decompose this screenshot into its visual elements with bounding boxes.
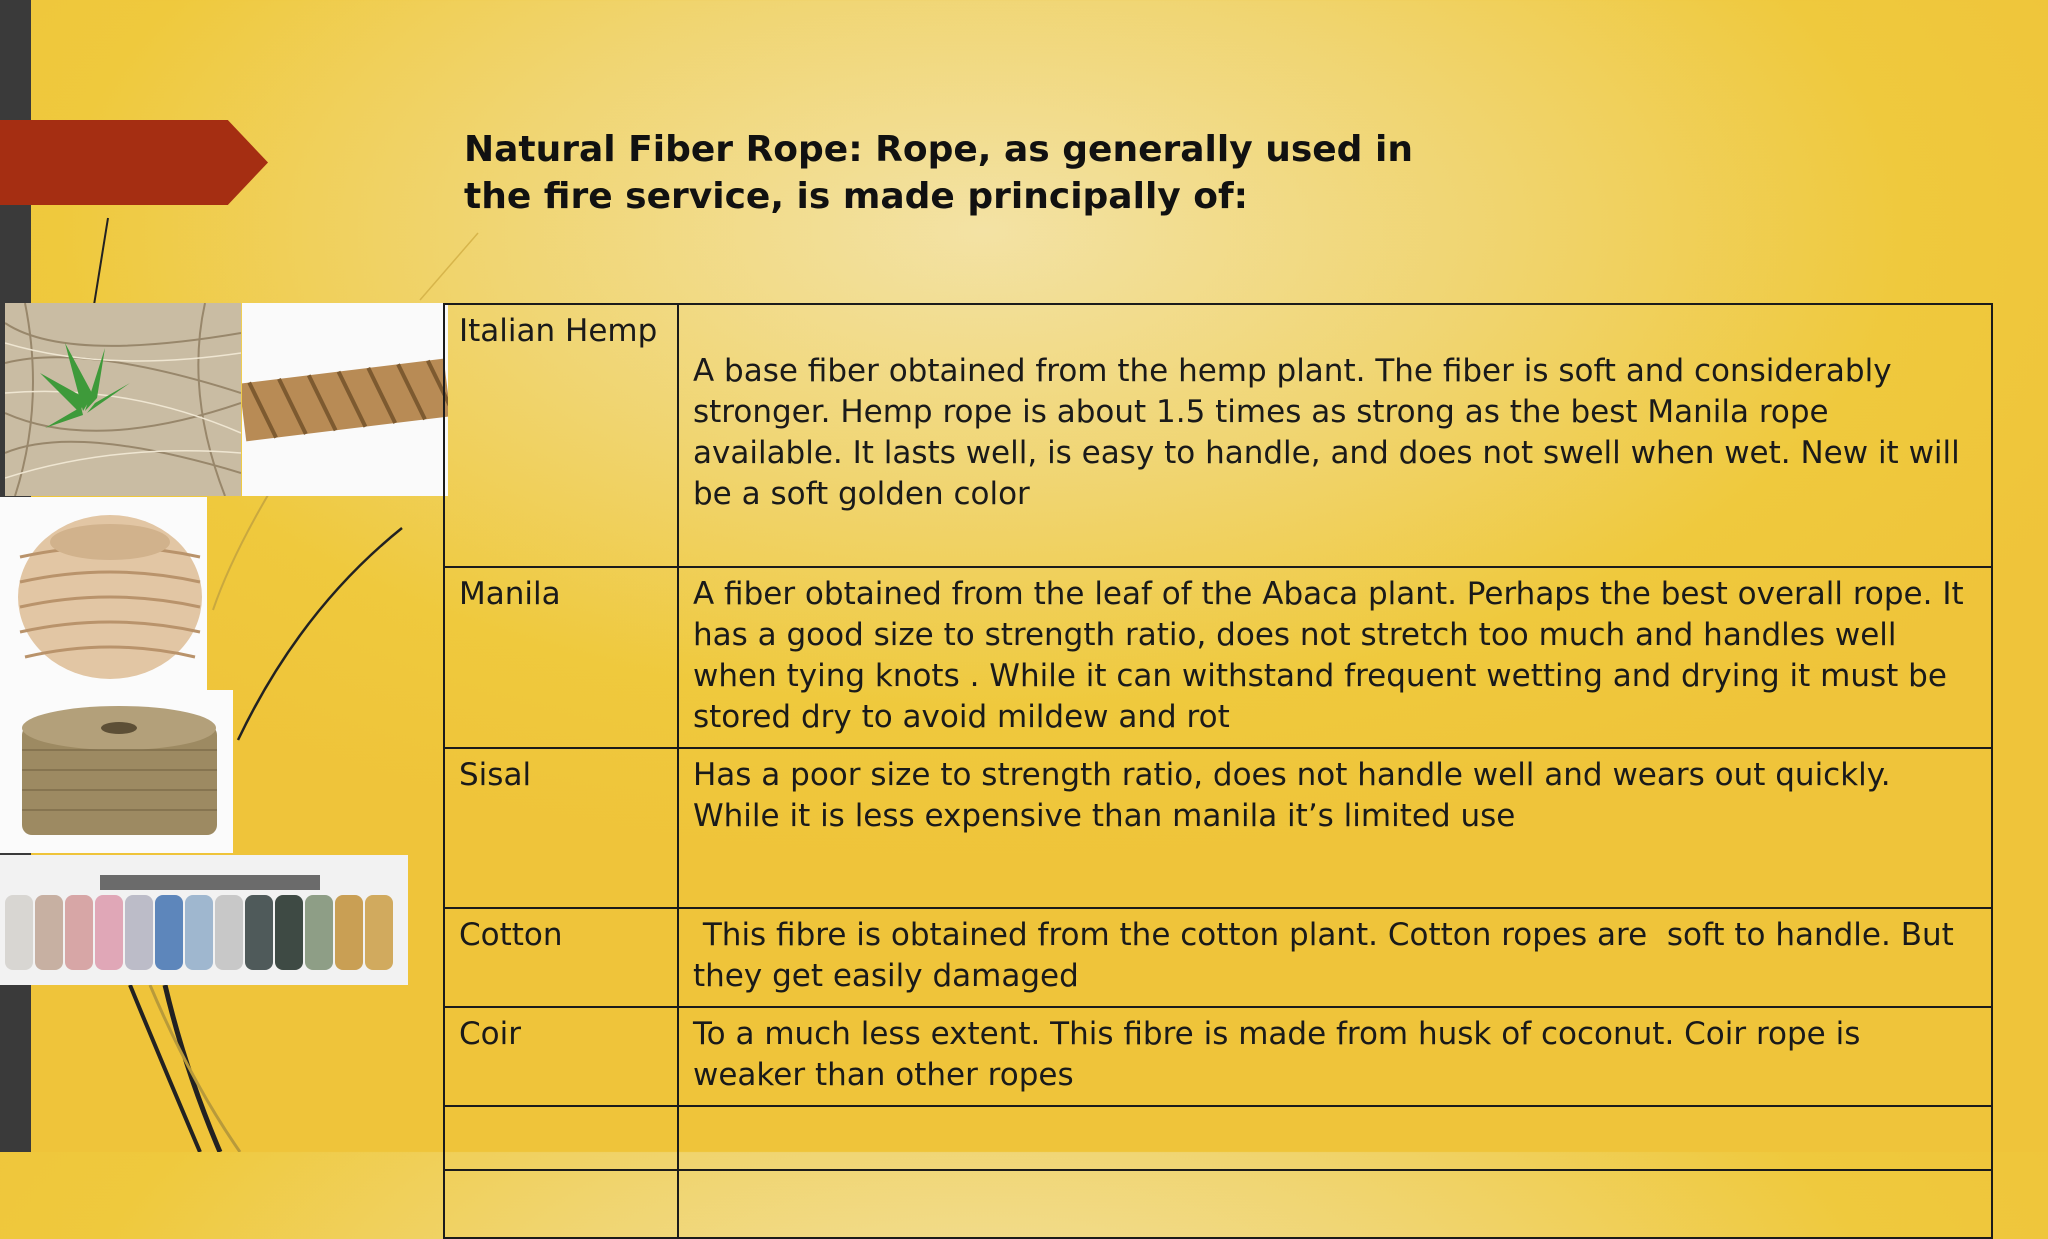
rope-description-cell (678, 1106, 1992, 1170)
rope-name-cell (444, 1106, 678, 1170)
table-row (444, 1170, 1992, 1238)
rope-name-cell: Italian Hemp (444, 304, 678, 567)
rope-name-cell (444, 1170, 678, 1238)
table-row (444, 908, 1992, 1007)
rope-description-cell: This fibre is obtained from the cotton plant. Cotton ropes are soft to handle. But they get easily damaged (678, 908, 1992, 1007)
coiled-rope-image (0, 497, 207, 690)
hemp-fiber-image (5, 303, 241, 496)
rope-description-cell: A base fiber obtained from the hemp plant. The fiber is soft and considerably stronger. Hemp rope is about 1.5 times as strong as the best Manila rope available. It lasts well, is easy to handle, and does not swell when wet. New it will be a soft golden color (678, 304, 1992, 567)
table-row (444, 304, 1992, 567)
rope-name-cell: Manila (444, 567, 678, 748)
title-arrow-accent (0, 120, 268, 205)
rope-description-cell: A fiber obtained from the leaf of the Abaca plant. Perhaps the best overall rope. It has a good size to strength ratio, does not stretch too much and handles well when tying knots . While it can withstand frequent wetting and drying it must be stored dry to avoid mildew and rot (678, 567, 1992, 748)
twisted-rope-image (242, 303, 448, 496)
slide-title: Natural Fiber Rope: Rope, as generally used in the fire service, is made principally of: (464, 129, 1413, 217)
rope-description-cell (678, 1170, 1992, 1238)
cotton-rope-spools-image (0, 855, 408, 985)
table-row (444, 567, 1992, 748)
table-row (444, 748, 1992, 908)
rope-name-cell: Cotton (444, 908, 678, 1007)
rope-description-cell: Has a poor size to strength ratio, does not handle well and wears out quickly. While it is less expensive than manila it’s limited use (678, 748, 1992, 908)
rope-name-cell: Coir (444, 1007, 678, 1106)
rope-name-cell: Sisal (444, 748, 678, 908)
table-row (444, 1106, 1992, 1170)
table-row (444, 1007, 1992, 1106)
rope-description-cell: To a much less extent. This fibre is made from husk of coconut. Coir rope is weaker than other ropes (678, 1007, 1992, 1106)
rope-types-table (443, 303, 1993, 1239)
jute-twine-spool-image (0, 690, 233, 853)
